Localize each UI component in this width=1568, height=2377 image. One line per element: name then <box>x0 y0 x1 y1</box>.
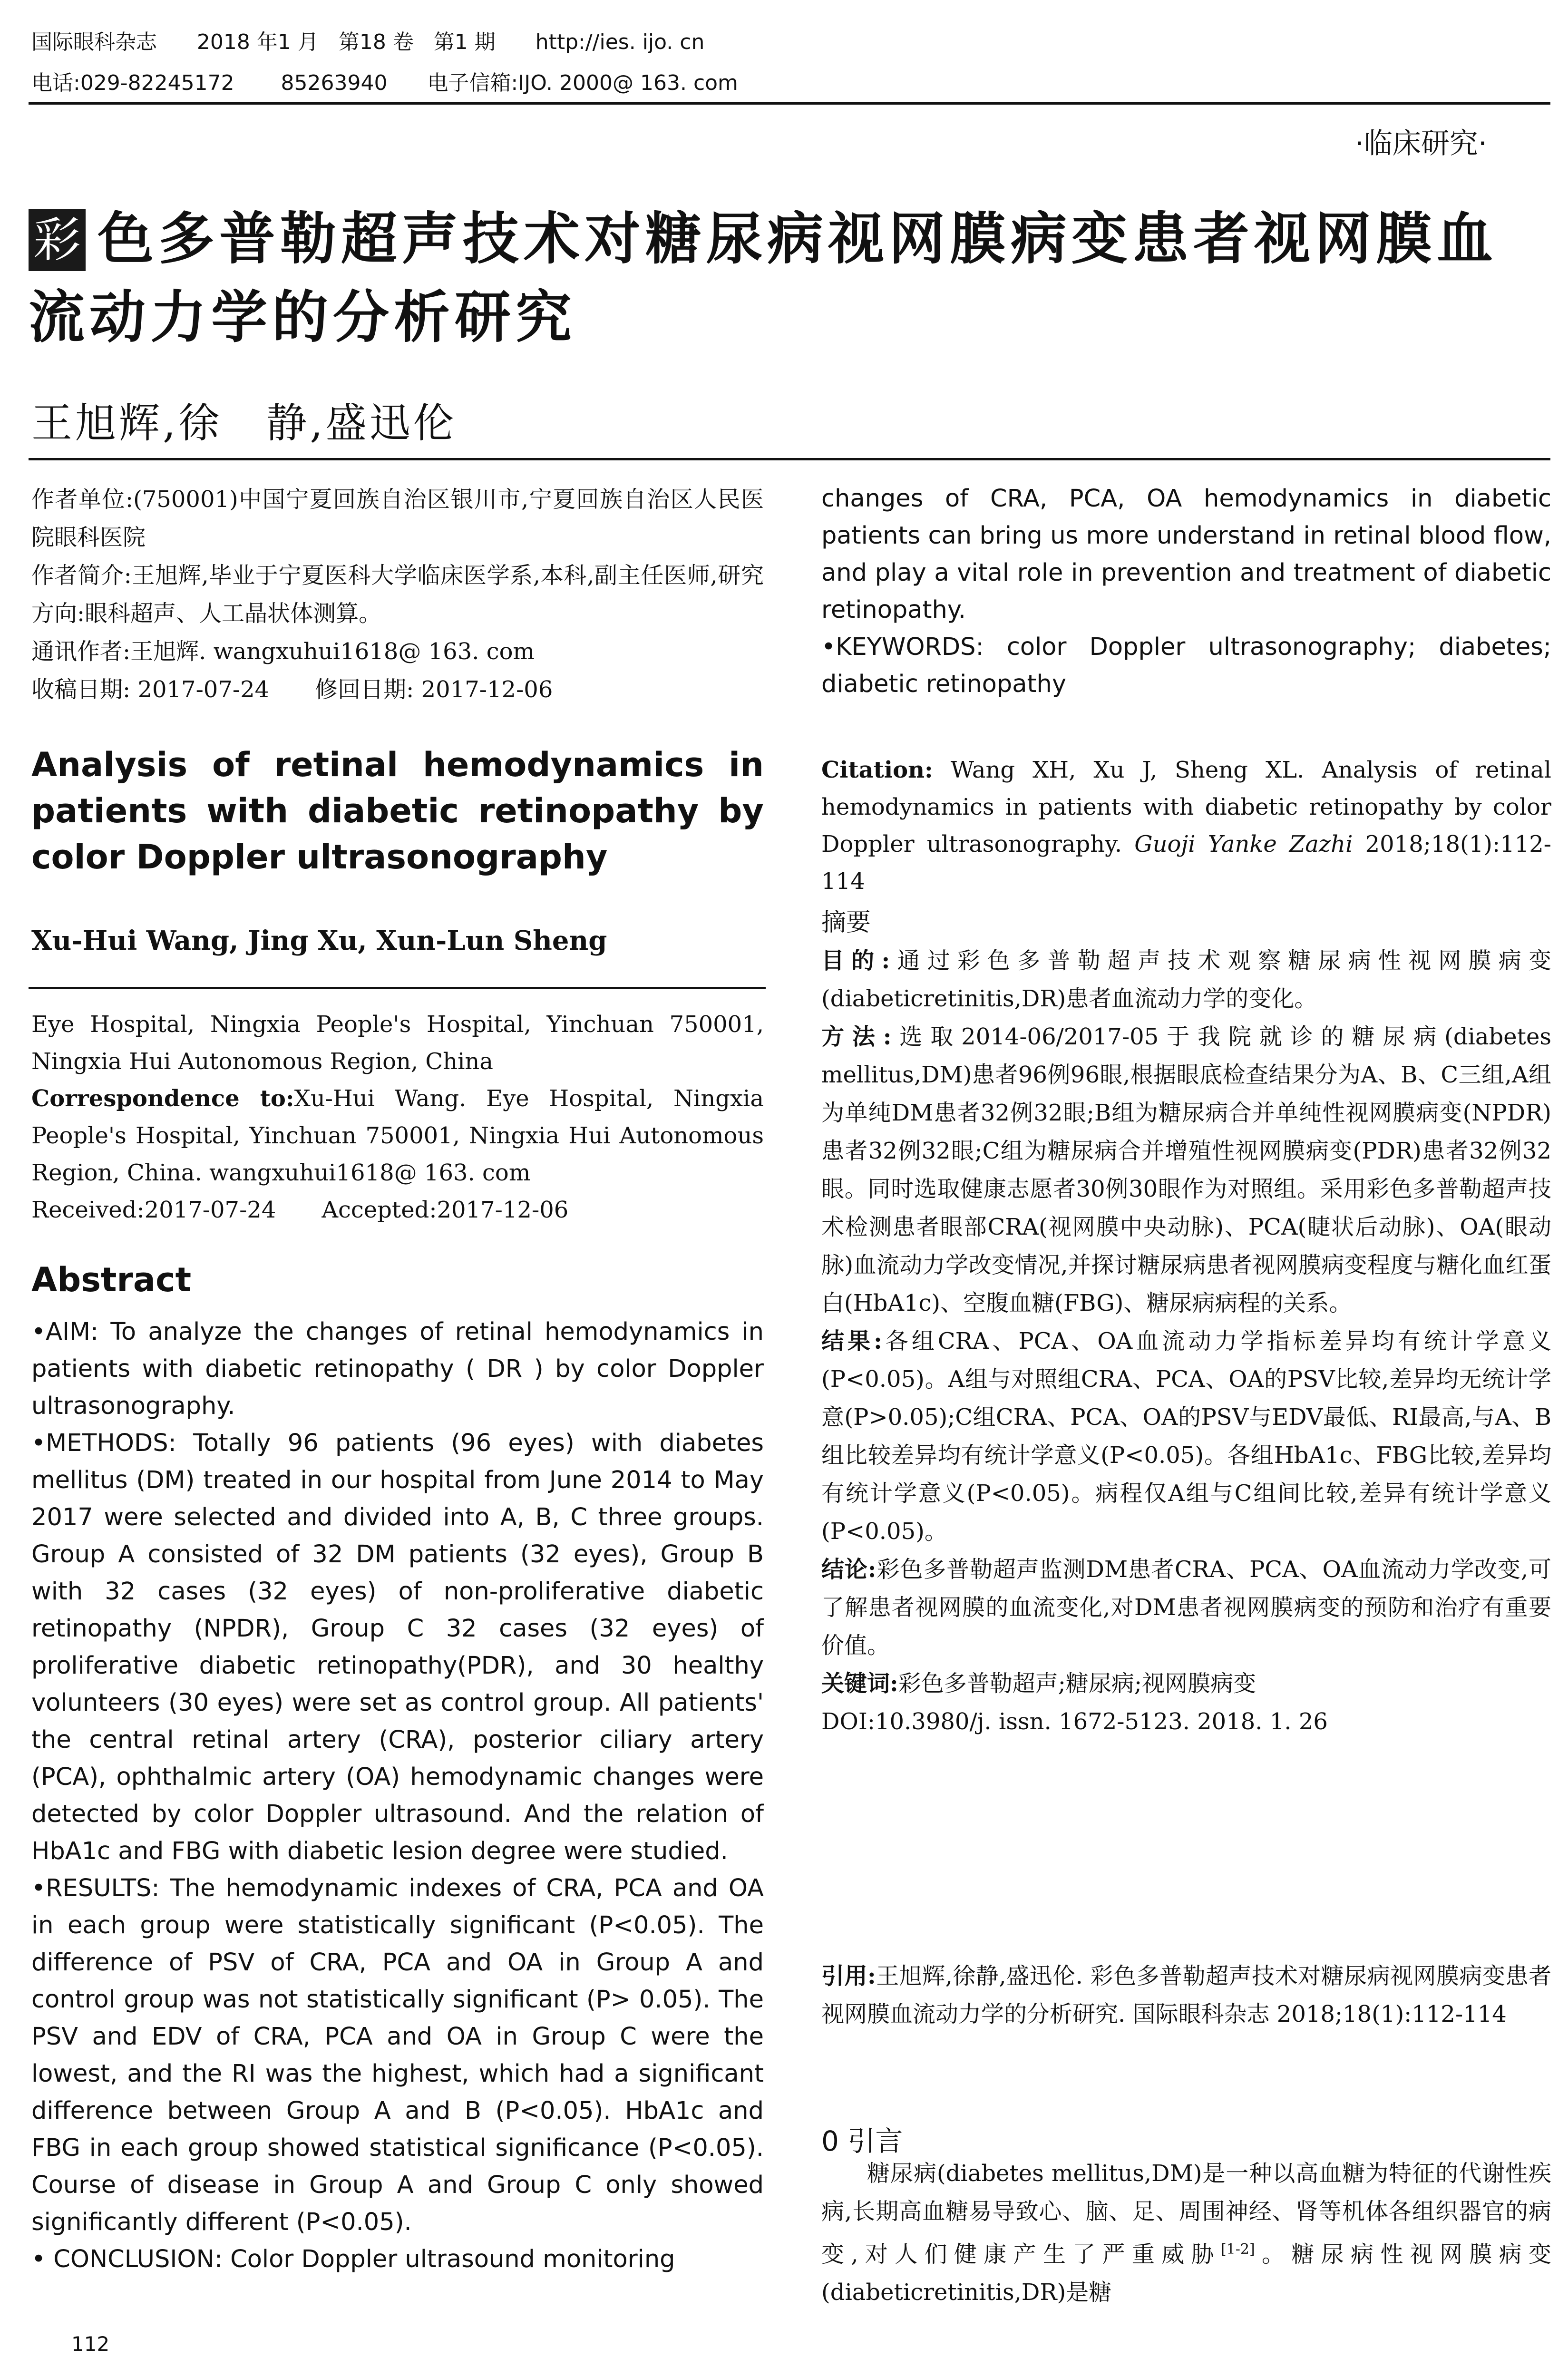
citation-ref: 2018;18(1):112-114 <box>821 831 1551 895</box>
citation-paragraph <box>821 751 1551 900</box>
results-label: 结果: <box>821 1328 882 1354</box>
title-line2: 流动力学的分析研究 <box>29 284 577 350</box>
citation <box>821 751 1551 900</box>
correspondence <box>31 1080 764 1191</box>
keywords-text: 彩色多普勒超声;糖尿病;视网膜病变 <box>898 1670 1256 1697</box>
aim-label: 目的: <box>821 947 890 974</box>
affiliation-cn <box>31 480 764 709</box>
abstract-cn-aim <box>821 942 1551 1018</box>
journal-name: 国际眼科杂志 <box>31 30 157 54</box>
authors-rule <box>29 987 766 989</box>
conclusion-label: 结论: <box>821 1556 877 1583</box>
hospital-affiliation: Eye Hospital, Ningxia People's Hospital, Yinchuan 750001, Ningxia Hui Autonomous Region, China <box>31 1011 764 1075</box>
doi: DOI:10.3980/j. issn. 1672-5123. 2018. 1. 26 <box>821 1708 1328 1735</box>
intro-text-b: 。糖尿病性视网膜病变(diabeticretinitis,DR)是糖 <box>821 2241 1551 2306</box>
aim-text: 通过彩色多普勒超声技术观察糖尿病性视网膜病变(diabeticretinitis,DR)患者血流动力学的变化。 <box>821 947 1551 1012</box>
intro-body <box>821 2154 1551 2311</box>
intro-paragraph <box>821 2154 1551 2311</box>
journal-url: http://ies. ijo. cn <box>535 30 705 54</box>
received-dates: 收稿日期: 2017-07-24 修回日期: 2017-12-06 <box>31 676 553 703</box>
abstract-aim: •AIM: To analyze the changes of retinal hemodynamics in patients with diabetic retinopathy ( DR ) by color Doppler ultrasonography. <box>31 1318 764 1420</box>
abstract-methods: •METHODS: Totally 96 patients (96 eyes) with diabetes mellitus (DM) treated in our hospital from June 2014 to May 2017 were selected and divided into A, B, C three groups. Group A consisted of 32 DM patients (32 eyes), Group B with 32 cases (32 eyes) of non-proliferative diabetic retinopathy (NPDR), Group C 32 cases (32 eyes) of proliferative diabetic retinopathy(PDR), and 30 healthy volunteers (30 eyes) were set as control group. All patients' the central retinal artery (CRA), posterior ciliary artery (PCA), ophthalmic artery (OA) hemodynamic changes were detected by color Doppler ultrasound. And the relation of HbA1c and FBG with diabetic lesion degree were studied. <box>31 1429 764 1865</box>
section-label: ·临床研究· <box>1354 127 1487 160</box>
english-authors: Xu-Hui Wang, Jing Xu, Xun-Lun Sheng <box>31 925 607 956</box>
correspondence-text: Xu-Hui Wang. Eye Hospital, Ningxia People's Hospital, Yinchuan 750001, Ningxia Hui Autonomous Region, China. wangxuhui1618@ 163. com <box>31 1085 764 1186</box>
abstract-body <box>31 1314 764 2278</box>
citation-text: Wang XH, Xu J, Sheng XL. Analysis of retinal hemodynamics in patients with diabetic retinopathy by color Doppler ultrasonography. <box>821 757 1551 857</box>
citation-cn-label: 引用: <box>821 1963 876 1989</box>
journal-email: 电子信箱:IJO. 2000@ 163. com <box>427 71 738 95</box>
keywords-label: 关键词: <box>821 1670 898 1697</box>
methods-label: 方法: <box>821 1023 892 1050</box>
english-affiliation <box>31 1006 764 1228</box>
citation-cn <box>821 1957 1551 2033</box>
abstract-conclusion-start: • CONCLUSION: Color Doppler ultrasound monitoring <box>31 2245 675 2273</box>
corresponding-author: 通讯作者:王旭辉. wangxuhui1618@ 163. com <box>31 638 535 665</box>
intro-heading: 0 引言 <box>821 2125 903 2157</box>
author-unit: 作者单位:(750001)中国宁夏回族自治区银川市,宁夏回族自治区人民医院眼科医院 <box>31 486 764 551</box>
abstract-cn-heading: 摘要 <box>821 908 871 937</box>
abstract-cn-methods <box>821 1018 1551 1322</box>
abstract-keywords: •KEYWORDS: color Doppler ultrasonography; diabetes; diabetic retinopathy <box>821 633 1551 698</box>
phone: 电话:029-82245172 <box>31 71 234 95</box>
title-line1: 色多普勒超声技术对糖尿病视网膜病变患者视网膜血 <box>97 206 1498 272</box>
author-bio: 作者简介:王旭辉,毕业于宁夏医科大学临床医学系,本科,副主任医师,研究方向:眼科超声、人工晶状体测算。 <box>31 562 764 627</box>
received-accepted: Received:2017-07-24 Accepted:2017-12-06 <box>31 1197 569 1223</box>
citation-cn-paragraph <box>821 1957 1551 2033</box>
abstract-conclusion-cont: changes of CRA, PCA, OA hemodynamics in diabetic patients can bring us more understand in retinal blood flow, and play a vital role in prevention and treatment of diabetic retinopathy. <box>821 485 1551 624</box>
page-number: 112 <box>71 2332 110 2356</box>
intro-text-a: 糖尿病(diabetes mellitus,DM)是一种以高血糖为特征的代谢性疾病,长期高血糖易导致心、脑、足、周围神经、肾等机体各组织器官的病变,对人们健康产生了严重威胁 <box>821 2160 1551 2268</box>
abstract-cn-conclusion <box>821 1550 1551 1665</box>
abstract-cn <box>821 904 1551 1741</box>
phone2: 85263940 <box>281 71 388 95</box>
citation-journal: Guoji Yanke Zazhi <box>1134 831 1353 857</box>
issue: 第1 期 <box>433 30 496 54</box>
authors-cn: 王旭辉,徐 静,盛迅伦 <box>31 399 457 447</box>
volume: 第18 卷 <box>338 30 414 54</box>
methods-text: 选取2014-06/2017-05于我院就诊的糖尿病(diabetes mellitus,DM)患者96例96眼,根据眼底检查结果分为A、B、C三组,A组为单纯DM患者32例32眼;B组为糖尿病合并单纯性视网膜病变(NPDR)患者32例32眼;C组为糖尿病合并增殖性视网膜病变(PDR)患者32例32眼。同时选取健康志愿者30例30眼作为对照组。采用彩色多普勒超声技术检测患者眼部CRA(视网膜中央动脉)、PCA(睫状后动脉)、OA(眼动脉)血流动力学改变情况,并探讨糖尿病患者视网膜病变程度与糖化血红蛋白(HbA1c)、空腹血糖(FBG)、糖尿病病程的关系。 <box>821 1023 1551 1316</box>
abstract-results: •RESULTS: The hemodynamic indexes of CRA, PCA and OA in each group were statistically significant (P<0.05). The difference of PSV of CRA, PCA and OA in Group A and control group was not statistically significant (P> 0.05). The PSV and EDV of CRA, PCA and OA in Group C were the lowest, and the RI was the highest, which had a significant difference between Group A and B (P<0.05). HbA1c and FBG in each group showed statistical significance (P<0.05). Course of disease in Group A and Group C only showed significantly different (P<0.05). <box>31 1874 764 2236</box>
abstract-cn-keywords <box>821 1665 1551 1703</box>
intro-ref: [1-2] <box>1220 2241 1255 2258</box>
english-title: Analysis of retinal hemodynamics in patients with diabetic retinopathy by color Doppler ultrasonography <box>31 745 764 877</box>
issue-date: 2018 年1 月 <box>196 30 319 54</box>
citation-cn-text: 王旭辉,徐静,盛迅伦. 彩色多普勒超声技术对糖尿病视网膜病变患者视网膜血流动力学的分析研究. 国际眼科杂志 2018;18(1):112-114 <box>821 1963 1551 2027</box>
conclusion-text: 彩色多普勒超声监测DM患者CRA、PCA、OA血流动力学改变,可了解患者视网膜的血流变化,对DM患者视网膜病变的预防和治疗有重要价值。 <box>821 1556 1551 1659</box>
correspondence-label: Correspondence to: <box>31 1085 294 1112</box>
results-text: 各组CRA、PCA、OA血流动力学指标差异均有统计学意义(P<0.05)。A组与对照组CRA、PCA、OA的PSV比较,差异均无统计学意(P>0.05);C组CRA、PCA、OA的PSV与EDV最低、RI最高,与A、B组比较差异均有统计学意义(P<0.05)。各组HbA1c、FBG比较,差异均有统计学意义(P<0.05)。病程仅A组与C组间比较,差异有统计学意义(P<0.05)。 <box>821 1328 1551 1545</box>
abstract-continuation <box>821 480 1551 703</box>
title-badge: 彩 <box>29 209 86 271</box>
abstract-heading: Abstract <box>31 1260 192 1299</box>
abstract-cn-results <box>821 1322 1551 1550</box>
citation-label: Citation: <box>821 757 933 783</box>
